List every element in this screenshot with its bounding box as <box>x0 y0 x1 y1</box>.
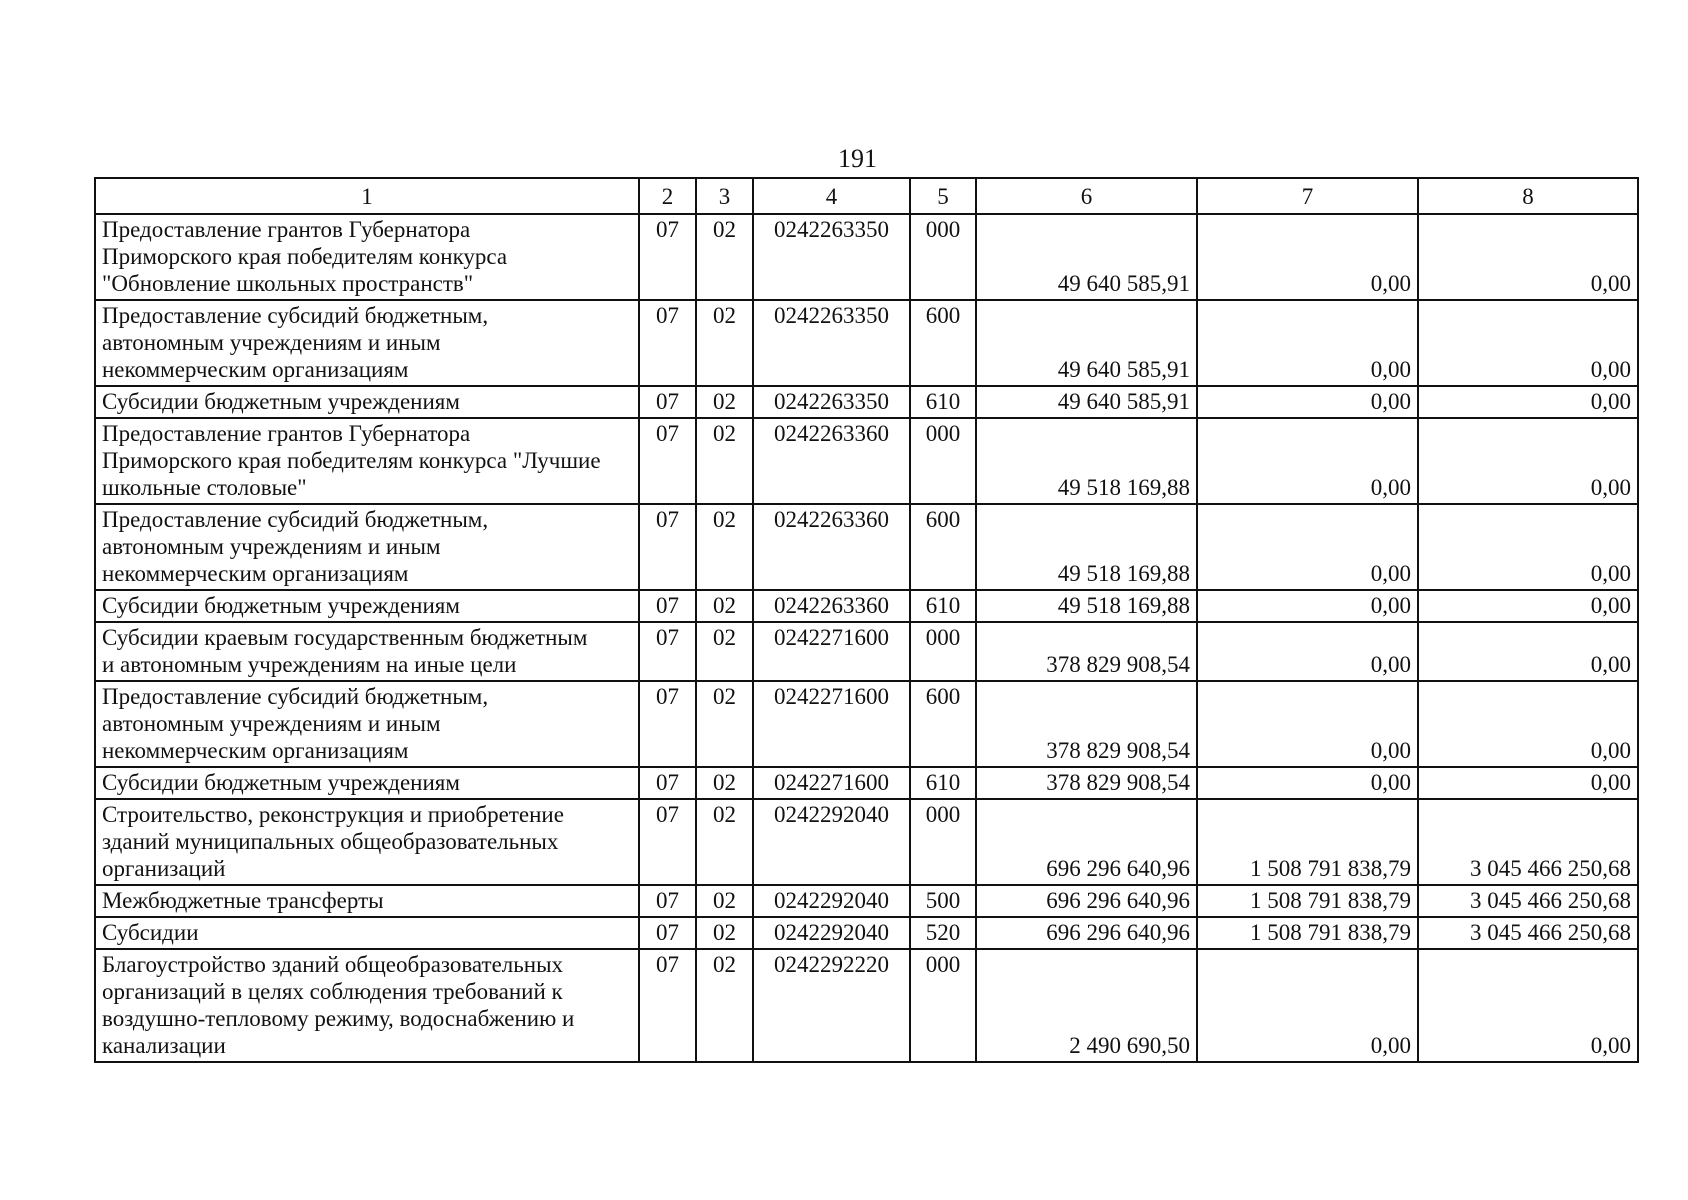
table-row <box>95 917 1638 949</box>
target-article-cell: 0242263350 <box>753 214 910 300</box>
amount-col7-cell: 0,00 <box>1197 386 1418 418</box>
target-article-cell: 0242263350 <box>753 386 910 418</box>
row-name-line: автономным учреждениям и иным <box>102 711 441 736</box>
expense-type-cell: 000 <box>910 949 976 1062</box>
expense-type-cell: 600 <box>910 681 976 767</box>
subsection-code-cell: 02 <box>696 214 753 300</box>
amount-col8-cell: 0,00 <box>1418 418 1638 504</box>
expense-type-cell: 610 <box>910 590 976 622</box>
row-name-line: организаций в целях соблюдения требований к <box>102 979 563 1004</box>
row-name-line: некоммерческим организациям <box>102 738 409 763</box>
row-name-line: Предоставление субсидий бюджетным, <box>102 303 489 328</box>
column-header: 6 <box>976 178 1197 214</box>
target-article-cell: 0242292040 <box>753 917 910 949</box>
amount-col7-cell: 0,00 <box>1197 590 1418 622</box>
table-body <box>95 214 1638 1062</box>
column-header: 4 <box>753 178 910 214</box>
subsection-code-cell: 02 <box>696 767 753 799</box>
column-header: 7 <box>1197 178 1418 214</box>
row-name-cell <box>95 917 639 949</box>
amount-col8-cell: 0,00 <box>1418 386 1638 418</box>
amount-col8-cell: 3 045 466 250,68 <box>1418 917 1638 949</box>
table-row <box>95 622 1638 681</box>
row-name-line: школьные столовые" <box>102 475 307 500</box>
table-row <box>95 214 1638 300</box>
amount-col8-cell: 0,00 <box>1418 300 1638 386</box>
row-name-line: канализации <box>102 1033 226 1058</box>
row-name-cell <box>95 590 639 622</box>
section-code-cell: 07 <box>639 622 696 681</box>
table-row <box>95 681 1638 767</box>
page-number: 191 <box>838 144 877 173</box>
amount-col8-cell: 3 045 466 250,68 <box>1418 799 1638 885</box>
row-name-line: Межбюджетные трансферты <box>102 888 384 913</box>
expense-type-cell: 610 <box>910 767 976 799</box>
row-name-cell <box>95 386 639 418</box>
row-name-line: "Обновление школьных пространств" <box>102 271 474 296</box>
expense-type-cell: 610 <box>910 386 976 418</box>
row-name-cell <box>95 949 639 1062</box>
expense-type-cell: 520 <box>910 917 976 949</box>
table-row <box>95 799 1638 885</box>
row-name-line: Субсидии бюджетным учреждениям <box>102 593 460 618</box>
amount-col6-cell: 696 296 640,96 <box>976 885 1197 917</box>
target-article-cell: 0242292040 <box>753 885 910 917</box>
section-code-cell: 07 <box>639 386 696 418</box>
subsection-code-cell: 02 <box>696 917 753 949</box>
target-article-cell: 0242271600 <box>753 767 910 799</box>
amount-col7-cell: 0,00 <box>1197 767 1418 799</box>
amount-col7-cell: 0,00 <box>1197 949 1418 1062</box>
subsection-code-cell: 02 <box>696 590 753 622</box>
row-name-cell <box>95 681 639 767</box>
row-name-cell <box>95 799 639 885</box>
subsection-code-cell: 02 <box>696 622 753 681</box>
amount-col6-cell: 378 829 908,54 <box>976 622 1197 681</box>
row-name-line: и автономным учреждениям на иные цели <box>102 652 517 677</box>
table-row <box>95 885 1638 917</box>
row-name-line: автономным учреждениям и иным <box>102 330 441 355</box>
amount-col6-cell: 49 518 169,88 <box>976 418 1197 504</box>
expense-type-cell: 000 <box>910 622 976 681</box>
amount-col8-cell: 0,00 <box>1418 767 1638 799</box>
amount-col6-cell: 49 640 585,91 <box>976 300 1197 386</box>
amount-col7-cell: 1 508 791 838,79 <box>1197 799 1418 885</box>
amount-col6-cell: 49 518 169,88 <box>976 504 1197 590</box>
row-name-cell <box>95 214 639 300</box>
expense-type-cell: 000 <box>910 418 976 504</box>
amount-col7-cell: 0,00 <box>1197 418 1418 504</box>
row-name-line: Субсидии <box>102 920 199 945</box>
column-header: 1 <box>95 178 639 214</box>
column-header: 2 <box>639 178 696 214</box>
row-name-line: Предоставление грантов Губернатора <box>102 421 471 446</box>
subsection-code-cell: 02 <box>696 681 753 767</box>
budget-table <box>94 177 1639 1063</box>
row-name-cell <box>95 418 639 504</box>
subsection-code-cell: 02 <box>696 504 753 590</box>
subsection-code-cell: 02 <box>696 386 753 418</box>
table-row <box>95 590 1638 622</box>
expense-type-cell: 000 <box>910 214 976 300</box>
row-name-line: Благоустройство зданий общеобразовательных <box>102 952 564 977</box>
expense-type-cell: 000 <box>910 799 976 885</box>
amount-col7-cell: 0,00 <box>1197 681 1418 767</box>
table-row <box>95 767 1638 799</box>
amount-col6-cell: 49 640 585,91 <box>976 386 1197 418</box>
target-article-cell: 0242263350 <box>753 300 910 386</box>
section-code-cell: 07 <box>639 214 696 300</box>
column-header: 8 <box>1418 178 1638 214</box>
column-header: 5 <box>910 178 976 214</box>
table-row <box>95 386 1638 418</box>
subsection-code-cell: 02 <box>696 949 753 1062</box>
row-name-cell <box>95 504 639 590</box>
amount-col7-cell: 0,00 <box>1197 214 1418 300</box>
amount-col7-cell: 0,00 <box>1197 622 1418 681</box>
amount-col6-cell: 49 640 585,91 <box>976 214 1197 300</box>
amount-col7-cell: 1 508 791 838,79 <box>1197 917 1418 949</box>
column-header: 3 <box>696 178 753 214</box>
target-article-cell: 0242263360 <box>753 590 910 622</box>
amount-col8-cell: 0,00 <box>1418 681 1638 767</box>
section-code-cell: 07 <box>639 799 696 885</box>
amount-col8-cell: 0,00 <box>1418 504 1638 590</box>
expense-type-cell: 600 <box>910 504 976 590</box>
row-name-line: некоммерческим организациям <box>102 357 409 382</box>
row-name-line: Приморского края победителям конкурса <box>102 244 508 269</box>
target-article-cell: 0242263360 <box>753 504 910 590</box>
target-article-cell: 0242263360 <box>753 418 910 504</box>
subsection-code-cell: 02 <box>696 885 753 917</box>
amount-col7-cell: 0,00 <box>1197 300 1418 386</box>
subsection-code-cell: 02 <box>696 300 753 386</box>
expense-type-cell: 500 <box>910 885 976 917</box>
target-article-cell: 0242292220 <box>753 949 910 1062</box>
section-code-cell: 07 <box>639 590 696 622</box>
row-name-line: Предоставление субсидий бюджетным, <box>102 684 489 709</box>
amount-col8-cell: 0,00 <box>1418 214 1638 300</box>
amount-col8-cell: 0,00 <box>1418 590 1638 622</box>
section-code-cell: 07 <box>639 917 696 949</box>
target-article-cell: 0242292040 <box>753 799 910 885</box>
row-name-line: зданий муниципальных общеобразовательных <box>102 829 559 854</box>
row-name-line: Строительство, реконструкция и приобретение <box>102 802 564 827</box>
row-name-line: организаций <box>102 856 226 881</box>
row-name-line: некоммерческим организациям <box>102 561 409 586</box>
row-name-line: Субсидии краевым государственным бюджетным <box>102 625 588 650</box>
table-row <box>95 418 1638 504</box>
row-name-line: Приморского края победителям конкурса "Лучшие <box>102 448 601 473</box>
row-name-line: Предоставление субсидий бюджетным, <box>102 507 489 532</box>
amount-col6-cell: 378 829 908,54 <box>976 767 1197 799</box>
subsection-code-cell: 02 <box>696 799 753 885</box>
section-code-cell: 07 <box>639 504 696 590</box>
section-code-cell: 07 <box>639 949 696 1062</box>
amount-col6-cell: 696 296 640,96 <box>976 917 1197 949</box>
table-row <box>95 504 1638 590</box>
row-name-cell <box>95 885 639 917</box>
target-article-cell: 0242271600 <box>753 622 910 681</box>
amount-col6-cell: 49 518 169,88 <box>976 590 1197 622</box>
row-name-cell <box>95 622 639 681</box>
expense-type-cell: 600 <box>910 300 976 386</box>
amount-col6-cell: 696 296 640,96 <box>976 799 1197 885</box>
subsection-code-cell: 02 <box>696 418 753 504</box>
amount-col8-cell: 0,00 <box>1418 949 1638 1062</box>
amount-col8-cell: 3 045 466 250,68 <box>1418 885 1638 917</box>
row-name-cell <box>95 300 639 386</box>
amount-col7-cell: 0,00 <box>1197 504 1418 590</box>
table-row <box>95 300 1638 386</box>
amount-col6-cell: 378 829 908,54 <box>976 681 1197 767</box>
section-code-cell: 07 <box>639 300 696 386</box>
amount-col7-cell: 1 508 791 838,79 <box>1197 885 1418 917</box>
amount-col8-cell: 0,00 <box>1418 622 1638 681</box>
row-name-line: автономным учреждениям и иным <box>102 534 441 559</box>
amount-col6-cell: 2 490 690,50 <box>976 949 1197 1062</box>
row-name-line: Субсидии бюджетным учреждениям <box>102 770 460 795</box>
section-code-cell: 07 <box>639 418 696 504</box>
row-name-cell <box>95 767 639 799</box>
row-name-line: Предоставление грантов Губернатора <box>102 217 471 242</box>
section-code-cell: 07 <box>639 767 696 799</box>
table-row <box>95 949 1638 1062</box>
table-header-row <box>95 178 1638 214</box>
section-code-cell: 07 <box>639 885 696 917</box>
section-code-cell: 07 <box>639 681 696 767</box>
target-article-cell: 0242271600 <box>753 681 910 767</box>
row-name-line: воздушно-тепловому режиму, водоснабжению и <box>102 1006 575 1031</box>
row-name-line: Субсидии бюджетным учреждениям <box>102 389 460 414</box>
